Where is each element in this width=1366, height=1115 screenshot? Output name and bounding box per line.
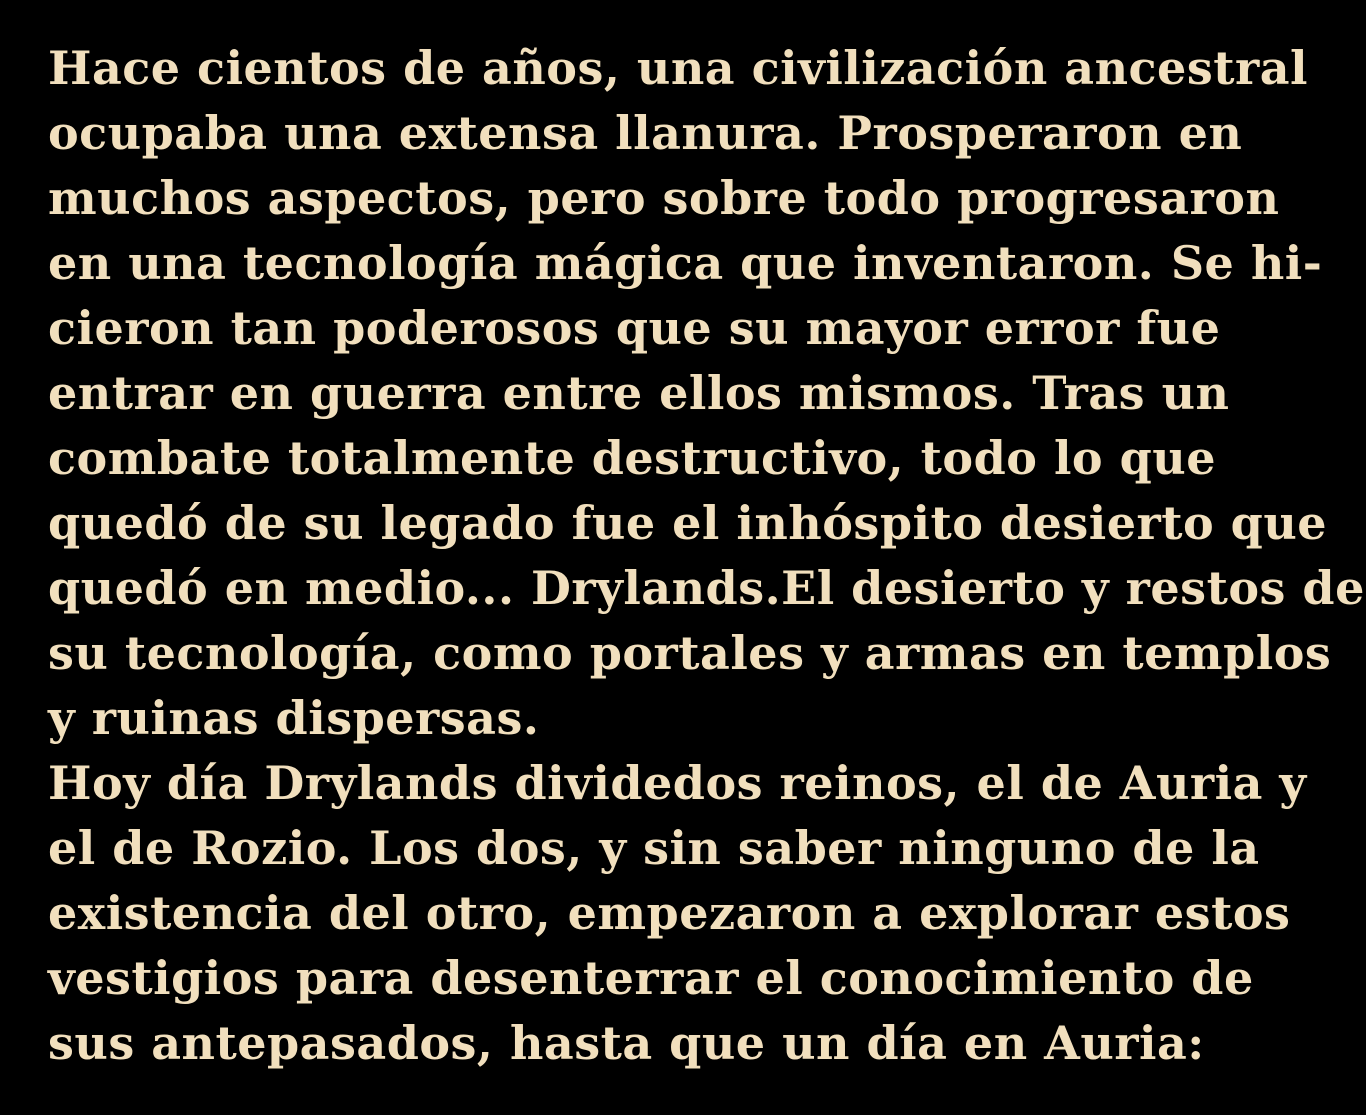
story-line: Hace cientos de años, una civilización ancestral	[48, 41, 1308, 95]
story-line: Hoy día Drylands dividedos reinos, el de Auria y	[48, 756, 1307, 810]
story-line: muchos aspectos, pero sobre todo progresaron	[48, 171, 1280, 225]
story-line: entrar en guerra entre ellos mismos. Tras un	[48, 366, 1230, 420]
story-line: quedó de su legado fue el inhóspito desierto que	[48, 496, 1328, 550]
story-line: su tecnología, como portales y armas en templos	[48, 626, 1332, 680]
story-line: existencia del otro, empezaron a explorar estos	[48, 886, 1291, 940]
story-line: cieron tan poderosos que su mayor error fue	[48, 301, 1221, 355]
story-line: vestigios para desenterrar el conocimiento de	[48, 951, 1254, 1005]
story-line: el de Rozio. Los dos, y sin saber ninguno de la	[48, 821, 1260, 875]
story-text	[48, 36, 1365, 1076]
story-line: en una tecnología mágica que inventaron. Se hi-	[48, 236, 1323, 290]
story-line: combate totalmente destructivo, todo lo que	[48, 431, 1216, 485]
story-line: y ruinas dispersas.	[48, 691, 540, 745]
story-line: quedó en medio... Drylands.El desierto y restos de	[48, 561, 1365, 615]
story-line: ocupaba una extensa llanura. Prosperaron en	[48, 106, 1243, 160]
story-line: sus antepasados, hasta que un día en Auria:	[48, 1016, 1205, 1070]
